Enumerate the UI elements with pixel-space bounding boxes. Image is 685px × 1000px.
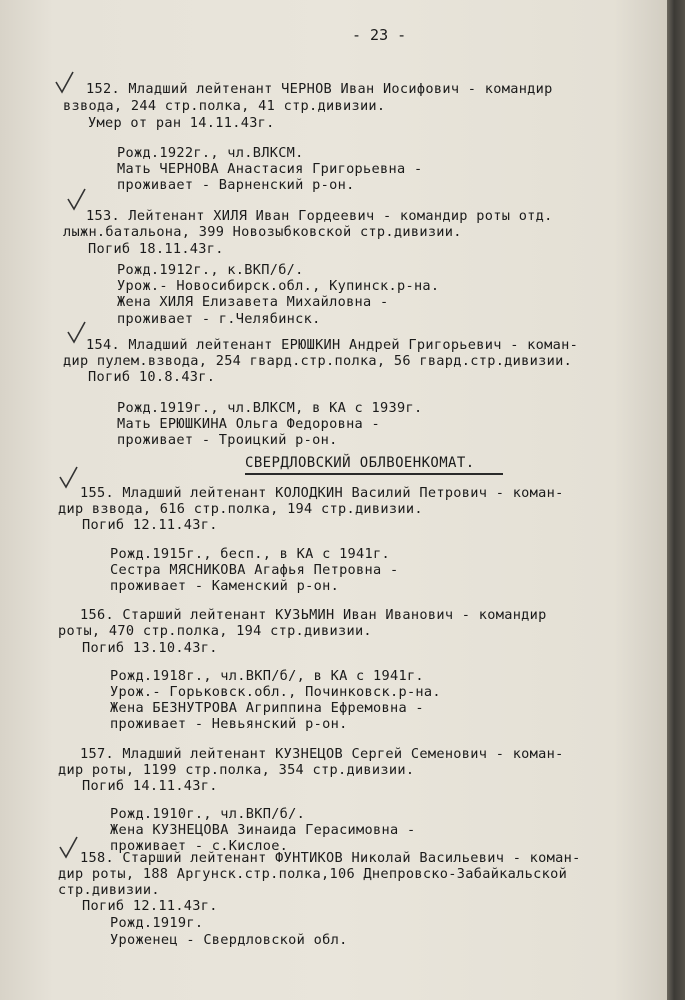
entry-153-line-3: Погиб 18.11.43г. — [88, 241, 224, 257]
entry-156-line-5: Урож.- Горьковск.обл., Починковск.р-на. — [110, 684, 441, 700]
entry-152-line-5: Мать ЧЕРНОВА Анастасия Григорьевна - — [117, 161, 423, 177]
entry-155-line-4: Рожд.1915г., бесп., в КА с 1941г. — [110, 546, 390, 562]
entry-155-line-3: Погиб 12.11.43г. — [82, 517, 218, 533]
entry-154-line-5: Мать ЕРЮШКИНА Ольга Федоровна - — [117, 416, 381, 432]
entry-155-line-2: дир взвода, 616 стр.полка, 194 стр.дивизии. — [58, 501, 423, 517]
entry-155-line-6: проживает - Каменский р-он. — [110, 578, 340, 594]
entry-156-line-1: 156. Старший лейтенант КУЗЬМИН Иван Иванович - командир — [80, 607, 547, 623]
entry-158-line-5: Рожд.1919г. — [110, 915, 204, 931]
entry-153-line-5: Урож.- Новосибирск.обл., Купинск.р-на. — [117, 278, 440, 294]
entry-156-line-6: Жена БЕЗНУТРОВА Агриппина Ефремовна - — [110, 700, 424, 716]
entry-153-line-6: Жена ХИЛЯ Елизавета Михайловна - — [117, 294, 389, 310]
checkmark-icon — [54, 70, 76, 98]
checkmark-icon — [66, 320, 88, 348]
entry-157-line-2: дир роты, 1199 стр.полка, 354 стр.дивизии. — [58, 762, 415, 778]
page-number: - 23 - — [352, 26, 407, 44]
entry-152-line-6: проживает - Варненский р-он. — [117, 177, 355, 193]
entry-157-line-3: Погиб 14.11.43г. — [82, 778, 218, 794]
checkmark-icon — [58, 835, 80, 863]
entry-152-line-1: 152. Младший лейтенант ЧЕРНОВ Иван Иосифович - командир — [86, 81, 553, 97]
entry-157-line-5: Жена КУЗНЕЦОВА Зинаида Герасимовна - — [110, 822, 416, 838]
heading-underline — [245, 473, 503, 475]
entry-154-line-1: 154. Младший лейтенант ЕРЮШКИН Андрей Григорьевич - коман- — [86, 337, 579, 353]
entry-152-line-3: Умер от ран 14.11.43г. — [88, 115, 275, 131]
section-heading: СВЕРДЛОВСКИЙ ОБЛВОЕНКОМАТ. — [245, 455, 475, 471]
entry-154-line-2: дир пулем.взвода, 254 гвард.стр.полка, 56 гвард.стр.дивизии. — [63, 353, 573, 369]
entry-152-line-2: взвода, 244 стр.полка, 41 стр.дивизии. — [63, 98, 386, 114]
entry-155-line-5: Сестра МЯСНИКОВА Агафья Петровна - — [110, 562, 399, 578]
entry-154-line-3: Погиб 10.8.43г. — [88, 369, 216, 385]
entry-156-line-2: роты, 470 стр.полка, 194 стр.дивизии. — [58, 623, 372, 639]
entry-153-line-4: Рожд.1912г., к.ВКП/б/. — [117, 262, 304, 278]
entry-158-line-3: стр.дивизии. — [58, 882, 160, 898]
entry-153-line-7: проживает - г.Челябинск. — [117, 311, 321, 327]
entry-157-line-4: Рожд.1910г., чл.ВКП/б/. — [110, 806, 306, 822]
checkmark-icon — [58, 465, 80, 493]
entry-154-line-4: Рожд.1919г., чл.ВЛКСМ, в КА с 1939г. — [117, 400, 423, 416]
entry-157-line-6: проживает - с.Кислое. — [110, 838, 289, 854]
entry-156-line-4: Рожд.1918г., чл.ВКП/б/, в КА с 1941г. — [110, 668, 424, 684]
entry-157-line-1: 157. Младший лейтенант КУЗНЕЦОВ Сергей Семенович - коман- — [80, 746, 564, 762]
entry-156-line-3: Погиб 13.10.43г. — [82, 640, 218, 656]
entry-156-line-7: проживает - Невьянский р-он. — [110, 716, 348, 732]
entry-158-line-4: Погиб 12.11.43г. — [82, 898, 218, 914]
checkmark-icon — [66, 187, 88, 215]
entry-155-line-1: 155. Младший лейтенант КОЛОДКИН Василий Петрович - коман- — [80, 485, 564, 501]
entry-158-line-6: Уроженец - Свердловской обл. — [110, 932, 348, 948]
entry-154-line-6: проживает - Троицкий р-он. — [117, 432, 338, 448]
entry-158-line-1: 158. Старший лейтенант ФУНТИКОВ Николай Васильевич - коман- — [80, 850, 581, 866]
page-edge-shadow — [667, 0, 685, 1000]
entry-152-line-4: Рожд.1922г., чл.ВЛКСМ. — [117, 145, 304, 161]
entry-153-line-1: 153. Лейтенант ХИЛЯ Иван Гордеевич - командир роты отд. — [86, 208, 553, 224]
entry-153-line-2: лыжн.батальона, 399 Новозыбковской стр.дивизии. — [63, 224, 462, 240]
entry-158-line-2: дир роты, 188 Аргунск.стр.полка,106 Днепровско-Забайкальской — [58, 866, 568, 882]
